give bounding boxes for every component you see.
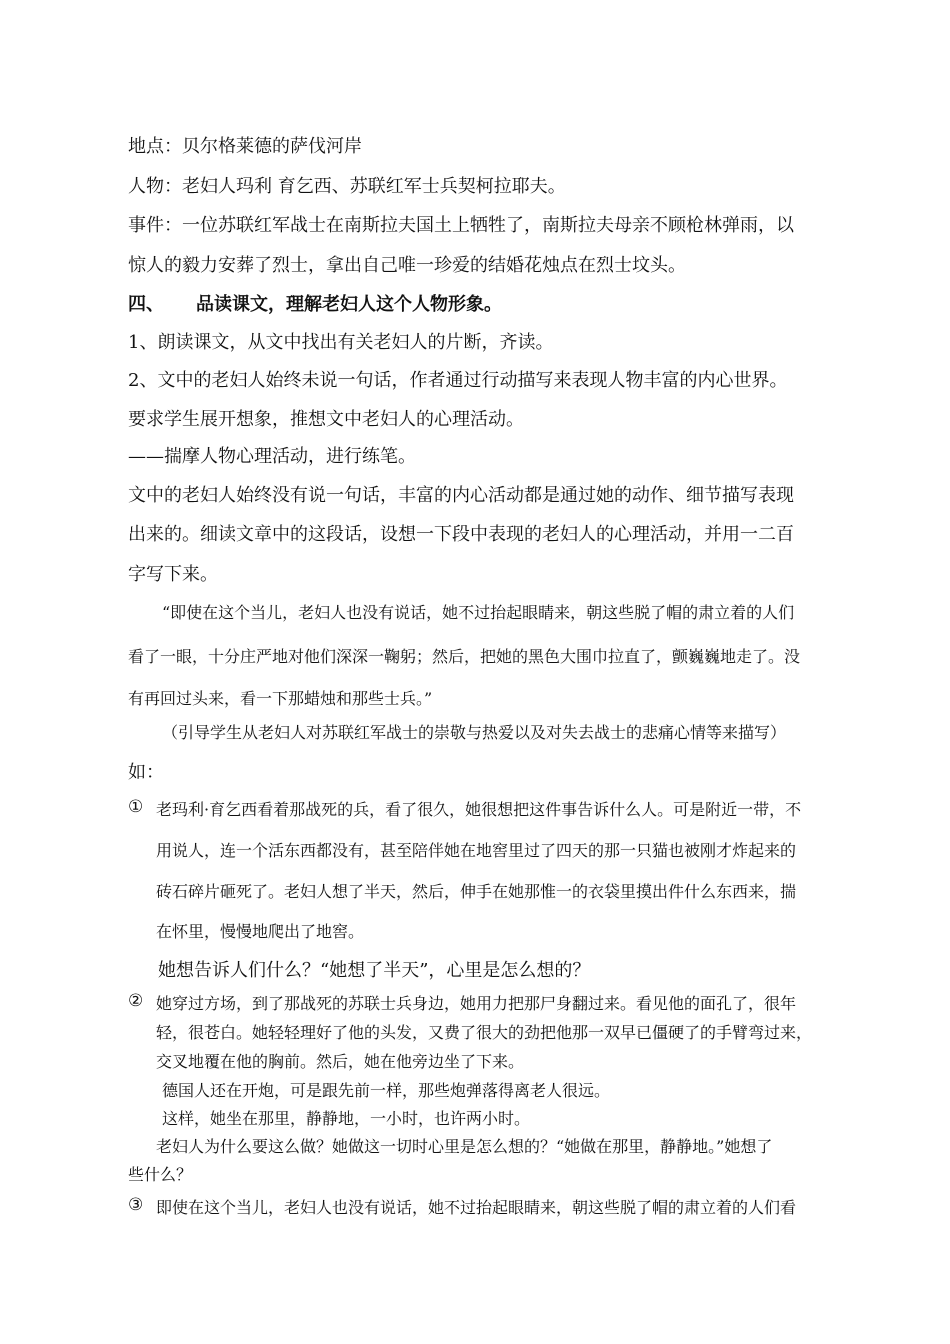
paragraph-line-3: 字写下来。 (128, 564, 218, 585)
step-1-line: 1、朗读课文，从文中找出有关老妇人的片断，齐读。 (128, 332, 554, 353)
guide-note: （引导学生从老妇人对苏联红军战士的崇敬与热爱以及对失去战士的悲痛心情等来描写） (162, 723, 787, 742)
question-2-line-2: 些什么？ (128, 1165, 193, 1184)
item-2-line-3: 交叉地覆在他的胸前。然后，她在他旁边坐了下来。 (156, 1052, 525, 1071)
requirement-line: 要求学生展开想象，推想文中老妇人的心理活动。 (128, 409, 524, 430)
item-1-line-3: 砖石碎片砸死了。老妇人想了半天，然后，伸手在她那惟一的衣袋里摸出件什么东西来，揣 (156, 882, 797, 901)
item-1-marker: ① (128, 797, 144, 817)
event-line-2: 惊人的毅力安葬了烈士，拿出自己唯一珍爱的结婚花烛点在烈士坟头。 (128, 255, 686, 276)
item-2-line-2: 轻，很苍白。她轻轻理好了他的头发，又费了很大的劲把他那一双早已僵硬了的手臂弯过来， (156, 1023, 813, 1042)
example-label: 如： (128, 762, 164, 783)
section-four-number: 四、 (128, 294, 164, 315)
section-four-heading: 品读课文，理解老妇人这个人物形象。 (196, 294, 502, 315)
step-2-line: 2、文中的老妇人始终未说一句话，作者通过行动描写来表现人物丰富的内心世界。 (128, 370, 788, 391)
quote-line-2: 看了一眼，十分庄严地对他们深深一鞠躬；然后，把她的黑色大围巾拉直了，颤巍巍地走了。没 (128, 647, 801, 666)
paragraph-line-2: 出来的。细读文章中的这段话，设想一下段中表现的老妇人的心理活动，并用一二百 (128, 524, 794, 545)
item-2-line-5: 这样，她坐在那里，静静地，一小时，也许两小时。 (162, 1109, 531, 1128)
item-3-marker: ③ (128, 1195, 144, 1215)
quote-line-3: 有再回过头来，看一下那蜡烛和那些士兵。” (128, 689, 433, 708)
paragraph-line-1: 文中的老妇人始终没有说一句话，丰富的内心活动都是通过她的动作、细节描写表现 (128, 485, 794, 506)
item-2-marker: ② (128, 991, 144, 1011)
item-3-line-1: 即使在这个当儿，老妇人也没有说话，她不过抬起眼睛来，朝这些脱了帽的肃立着的人们看 (156, 1198, 797, 1217)
item-2-line-1: 她穿过方场，到了那战死的苏联士兵身边，她用力把那尸身翻过来。看见他的面孔了，很年 (156, 994, 797, 1013)
question-1: 她想告诉人们什么？“她想了半天”，心里是怎么想的？ (158, 960, 591, 981)
item-1-line-4: 在怀里，慢慢地爬出了地窖。 (156, 922, 365, 941)
location-line: 地点：贝尔格莱德的萨伐河岸 (128, 136, 362, 157)
quote-line-1: “即使在这个当儿，老妇人也没有说话，她不过抬起眼睛来，朝这些脱了帽的肃立着的人们 (162, 603, 795, 622)
question-2-line-1: 老妇人为什么要这么做？她做这一切时心里是怎么想的？“她做在那里，静静地。”她想了 (156, 1137, 773, 1156)
item-1-line-2: 用说人，连一个活东西都没有，甚至陪伴她在地窖里过了四天的那一只猫也被刚才炸起来的 (156, 841, 797, 860)
item-2-line-4: 德国人还在开炮，可是跟先前一样，那些炮弹落得离老人很远。 (162, 1081, 611, 1100)
item-1-line-1: 老玛利·育乞西看着那战死的兵，看了很久，她很想把这件事告诉什么人。可是附近一带，不 (156, 800, 802, 819)
practice-line: ——揣摩人物心理活动，进行练笔。 (128, 446, 416, 467)
characters-line: 人物：老妇人玛利 育乞西、苏联红军士兵契柯拉耶夫。 (128, 176, 566, 197)
event-line-1: 事件：一位苏联红军战士在南斯拉夫国土上牺牲了，南斯拉夫母亲不顾枪林弹雨，以 (128, 215, 794, 236)
